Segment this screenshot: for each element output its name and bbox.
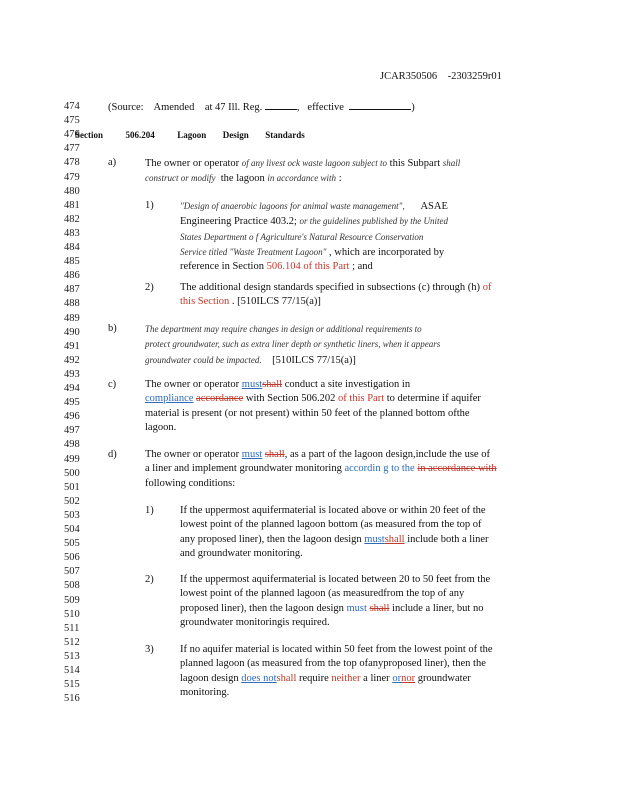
line-number: 490 <box>64 326 80 338</box>
line-number: 507 <box>64 566 80 578</box>
line-number: 480 <box>64 185 80 197</box>
line-number: 486 <box>64 270 80 282</box>
subsection-c-label: c) <box>108 379 117 390</box>
line-number: 503 <box>64 509 80 521</box>
line-number: 475 <box>64 115 80 127</box>
line-number: 497 <box>64 425 80 437</box>
source-effective: effective <box>307 102 344 113</box>
line-number: 511 <box>64 622 80 634</box>
line-number: 488 <box>64 298 80 310</box>
line-number: 504 <box>64 524 80 535</box>
line-number: 498 <box>64 439 80 451</box>
subsection-b: The department may require changes in design or additional requirements to protect groundwater, such as extra liner depth or synthetic liners, when it appears groundwater could be impacted. [510ILCS 77/15(a)] <box>145 324 441 366</box>
line-number: 508 <box>64 580 80 592</box>
line-number: 482 <box>64 213 80 225</box>
doc-number: -2303259r01 <box>447 71 502 82</box>
line-number: 484 <box>64 242 80 253</box>
line-number: 494 <box>64 383 80 394</box>
line-number: 485 <box>64 256 80 268</box>
subsection-a: The owner or operator of any livest ock waste lagoon subject to this Subpart shall construct or modify the lagoon in accordance with : <box>145 158 461 185</box>
document-header <box>380 71 502 82</box>
line-number: 516 <box>64 693 80 705</box>
subsection-b-label: b) <box>108 323 117 334</box>
line-number: 512 <box>64 636 80 648</box>
line-number: 495 <box>64 397 80 409</box>
line-number: 477 <box>64 143 80 155</box>
reg-blank <box>265 100 297 110</box>
item-d3-label: 3) <box>145 644 154 655</box>
line-number: 515 <box>64 679 80 691</box>
line-number: 489 <box>64 312 80 324</box>
line-number: 476 <box>64 129 80 141</box>
item-d3: If no aquifer material is located within 50 feet from the lowest point of the planned lagoon (as measured from the top ofanyproposed liner), then the lagoon design does notshall require neither a liner ornor groundwater monitoring. <box>180 644 493 698</box>
line-number: 474 <box>64 101 80 112</box>
item-a1-label: 1) <box>145 200 154 211</box>
source-lead: (Source: <box>108 102 144 113</box>
source-line: (Source: Amended at 47 Ill. Reg. , effective ) <box>108 102 415 113</box>
line-number: 479 <box>64 171 80 183</box>
subsection-d: The owner or operator must shall, as a part of the lagoon design,include the use of a liner and implement groundwater monitoring accordin g to the in accordance with following conditions: <box>145 449 497 489</box>
line-number: 505 <box>64 538 80 550</box>
item-d2-label: 2) <box>145 574 154 585</box>
effective-blank <box>349 100 411 110</box>
line-number: 514 <box>64 665 80 676</box>
line-number: 487 <box>64 284 80 296</box>
line-number: 506 <box>64 552 80 564</box>
line-number: 492 <box>64 354 80 366</box>
subsection-c: The owner or operator mustshall conduct a site investigation in compliance accordance with Section 506.202 of this Part to determine if aquifer material is present (or not present) within 50 feet of the planned bottom ofthe lagoon. <box>145 379 481 433</box>
line-number: 499 <box>64 453 80 465</box>
item-d1-label: 1) <box>145 505 154 516</box>
subsection-d-label: d) <box>108 449 117 460</box>
item-a1: "Design of anaerobic lagoons for animal waste management", ASAE Engineering Practice 403.2; or the guidelines published by the United States Department o f Agriculture's Natural Resource Conservation Service titled "Waste Treatment Lagoon" , which are incorporated by reference in Section 506.104 of this Part ; and <box>180 201 449 273</box>
doc-id: JCAR350506 <box>380 71 438 82</box>
subsection-a-label: a) <box>108 157 117 168</box>
line-number: 496 <box>64 411 80 423</box>
source-amended: Amended <box>153 102 195 113</box>
line-number: 501 <box>64 481 80 493</box>
section-number: 506.204 <box>125 130 155 140</box>
line-number: 483 <box>64 227 80 239</box>
section-word: Section <box>75 130 103 140</box>
line-number: 510 <box>64 608 80 620</box>
line-number: 509 <box>64 594 80 606</box>
item-d2: If the uppermost aquifermaterial is located between 20 to 50 feet from the lowest point of the planned lagoon (as measuredfrom the top of any proposed liner), then the lagoon design must shall include a liner, but no groundwater monitoringis required. <box>180 574 491 628</box>
item-a2: The additional design standards specified in subsections (c) through (h) of this Section . [510ILCS 77/15(a)] <box>180 282 492 308</box>
source-reg: at 47 Ill. Reg. <box>204 102 263 113</box>
line-number: 502 <box>64 495 80 507</box>
line-number: 500 <box>64 467 80 479</box>
item-d1: If the uppermost aquifermaterial is located above or within 20 feet of the lowest point of the planned lagoon bottom (as measured from the top of any proposed liner), then the lagoon design mustshall include both a liner and groundwater monitoring. <box>180 505 489 559</box>
section-heading: Section 506.204 Lagoon Design Standards <box>75 130 305 140</box>
line-number: 513 <box>64 650 80 662</box>
item-a2-label: 2) <box>145 282 154 293</box>
line-number: 493 <box>64 368 80 380</box>
line-number: 481 <box>64 199 80 211</box>
line-number: 478 <box>64 157 80 169</box>
line-number: 491 <box>64 340 80 352</box>
